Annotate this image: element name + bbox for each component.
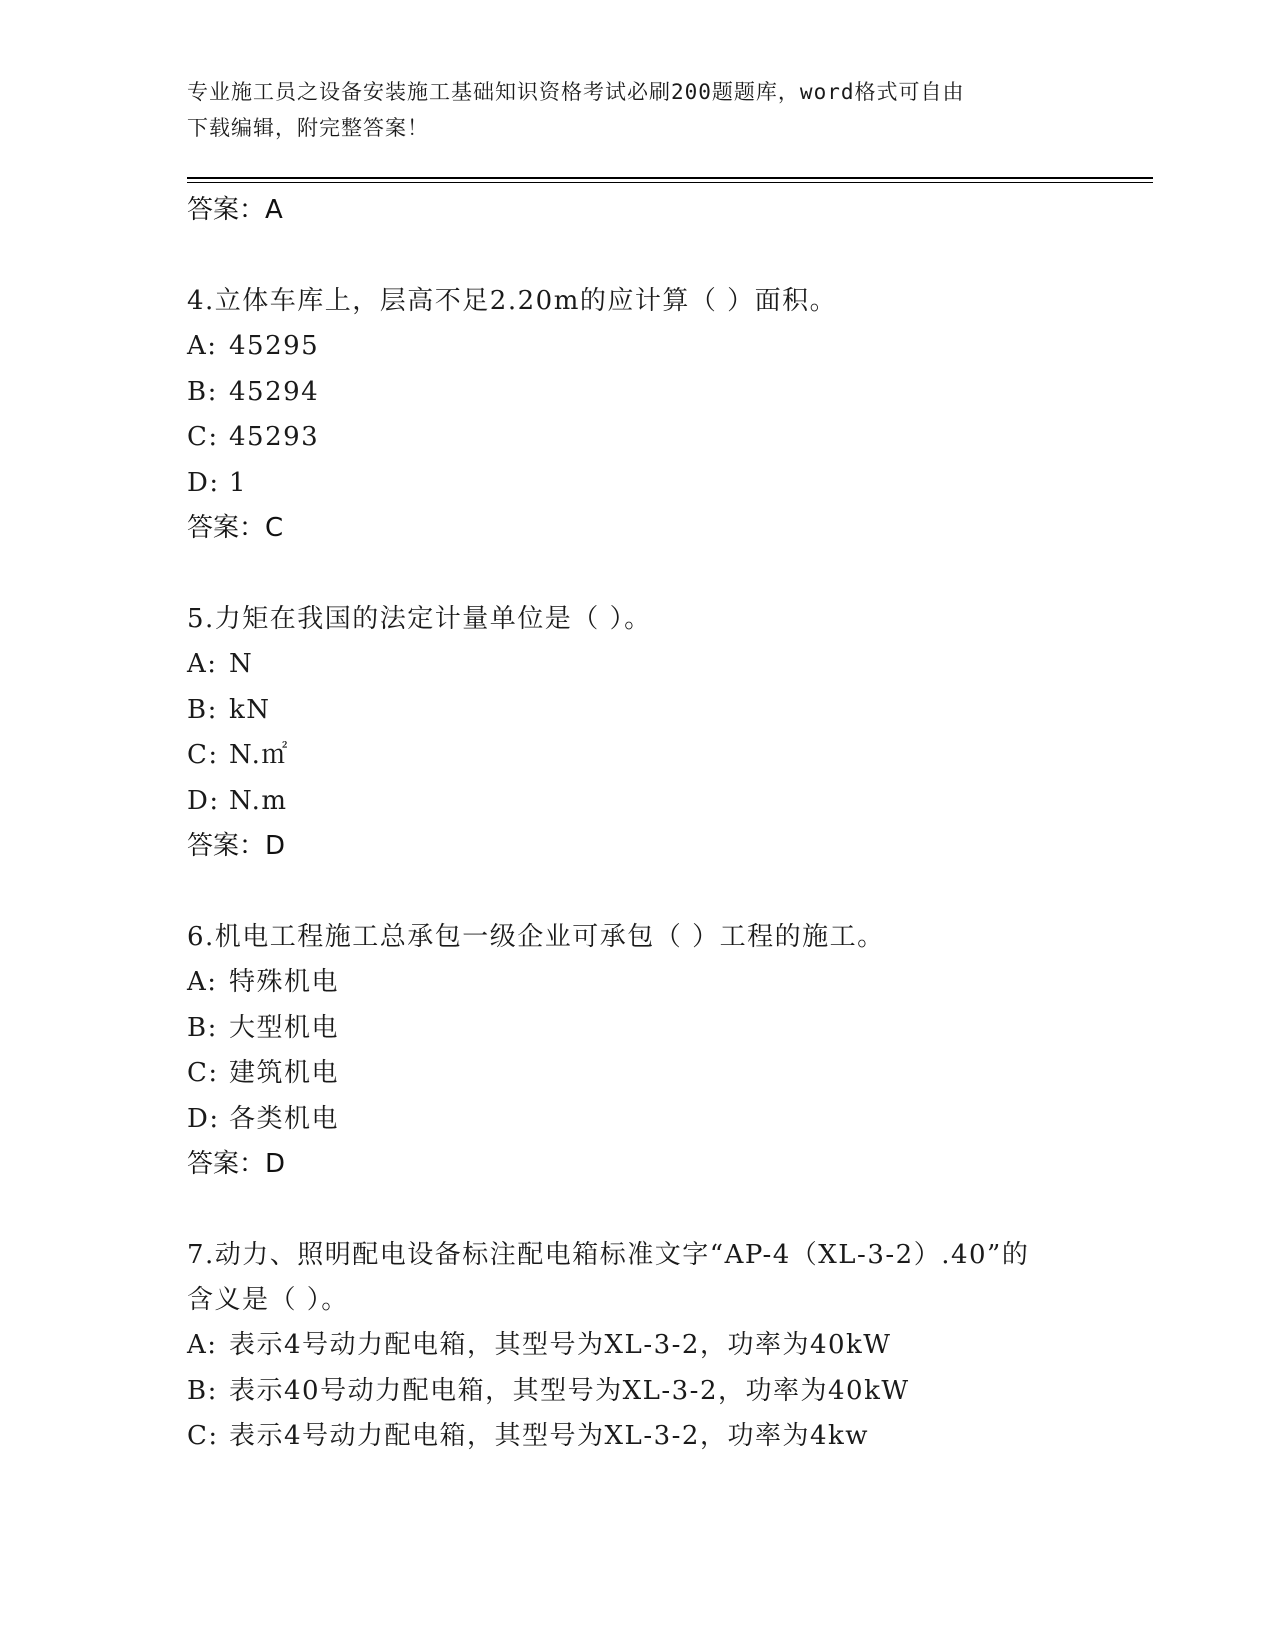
option-text: N.m (229, 785, 288, 816)
option-letter: B: (187, 1012, 218, 1043)
option-d (187, 461, 1087, 507)
option-a (187, 960, 1087, 1006)
option-text: 1 (229, 467, 248, 498)
option-text: 45293 (229, 422, 320, 452)
option-text: N (229, 649, 254, 679)
option-c (187, 733, 1087, 779)
option-letter: D: (187, 467, 220, 498)
question-4 (187, 279, 1087, 551)
option-d (187, 1097, 1087, 1143)
header-divider-thin (187, 182, 1153, 183)
option-text: 大型机电 (229, 1012, 340, 1043)
option-text: 表示40号动力配电箱，其型号为XL-3-2，功率为40kW (229, 1375, 910, 1406)
answer: 答案：D (187, 1149, 286, 1179)
option-text: 表示4号动力配电箱，其型号为XL-3-2，功率为4kw (229, 1421, 870, 1451)
option-letter: C: (187, 1421, 219, 1451)
answer: 答案：C (187, 513, 284, 543)
option-b (187, 1369, 1087, 1415)
option-text: 45295 (229, 331, 320, 361)
question-stem: 6.机电工程施工总承包一级企业可承包（ ）工程的施工。 (187, 922, 885, 952)
option-text: 表示4号动力配电箱，其型号为XL-3-2，功率为40kW (229, 1330, 892, 1360)
question-5 (187, 597, 1087, 869)
previous-answer: 答案：A (187, 195, 283, 225)
option-text: 45294 (229, 376, 320, 407)
header-title-line-2: 下载编辑，附完整答案！ (187, 116, 429, 140)
option-letter: C: (187, 740, 219, 770)
option-b (187, 688, 1087, 734)
option-letter: C: (187, 422, 219, 452)
option-c (187, 1051, 1087, 1097)
answer: 答案：D (187, 831, 286, 861)
option-letter: B: (187, 1375, 218, 1406)
option-text: 建筑机电 (229, 1058, 340, 1088)
header-divider-thick (187, 177, 1153, 179)
option-letter: B: (187, 694, 218, 725)
option-letter: A: (187, 649, 218, 679)
option-text: kN (229, 694, 271, 725)
option-b (187, 370, 1087, 416)
option-text: 特殊机电 (229, 967, 340, 997)
option-letter: D: (187, 785, 220, 816)
option-b (187, 1006, 1087, 1052)
question-stem-line-1: 7.动力、照明配电设备标注配电箱标准文字“AP-4（XL-3-2）.40”的 (187, 1240, 1030, 1270)
option-a (187, 324, 1087, 370)
option-c (187, 1414, 1087, 1460)
question-stem: 4.立体车库上，层高不足2.20m的应计算（ ）面积。 (187, 286, 838, 316)
question-stem-line-2: 含义是（ ）。 (187, 1285, 349, 1315)
option-c (187, 415, 1087, 461)
question-7 (187, 1233, 1087, 1460)
option-letter: A: (187, 1330, 218, 1360)
document-header (187, 74, 1087, 146)
option-text: N.㎡ (229, 740, 289, 770)
option-a (187, 642, 1087, 688)
option-a (187, 1323, 1087, 1369)
option-letter: D: (187, 1103, 220, 1134)
option-letter: A: (187, 967, 218, 997)
option-letter: B: (187, 376, 218, 407)
question-stem: 5.力矩在我国的法定计量单位是（ ）。 (187, 604, 652, 634)
option-letter: A: (187, 331, 218, 361)
option-letter: C: (187, 1058, 219, 1088)
question-6 (187, 915, 1087, 1187)
option-d (187, 779, 1087, 825)
question-list (187, 188, 1087, 1460)
option-text: 各类机电 (229, 1103, 340, 1134)
header-title-line-1: 专业施工员之设备安装施工基础知识资格考试必刷200题题库，word格式可自由 (187, 80, 965, 104)
